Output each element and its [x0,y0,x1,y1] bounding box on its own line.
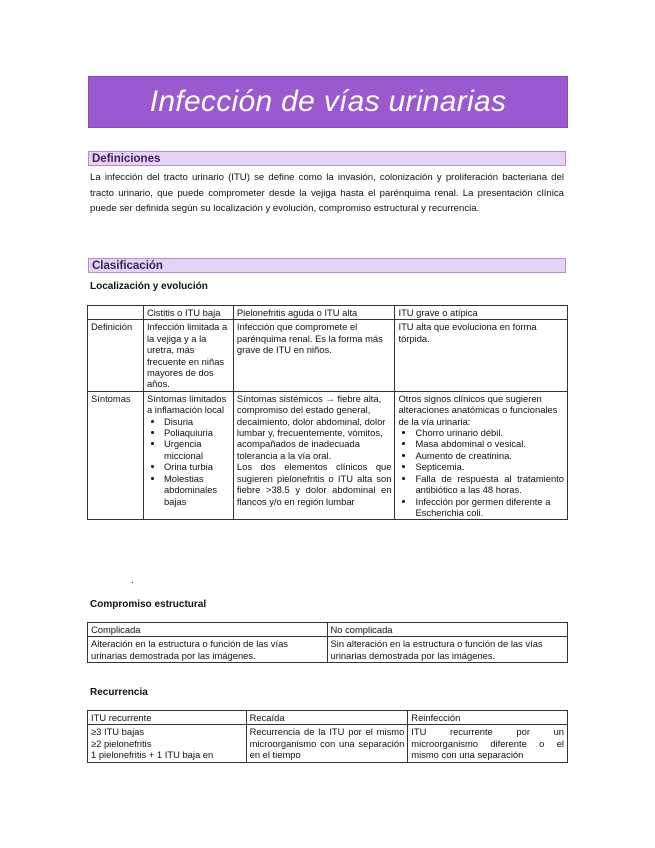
recurrente-line: ≥3 ITU bajas [91,726,145,738]
cell-recaida: Recurrencia de la ITU por el mismo microorganismo con una separación en el tiempo [246,725,408,762]
recurrente-line: 1 pielonefritis + 1 ITU baja en [91,749,214,761]
subheading-localizacion: Localización y evolución [90,281,208,292]
title-banner [88,76,568,128]
list-item: • Disuria [164,416,230,427]
list-item: • Falla de respuesta al tratamiento antibiótico a las 48 horas. [415,473,564,496]
table-header-cell: No complicada [327,623,568,637]
table-header-cell: Complicada [88,623,328,637]
list-item: • Poliaquiuria [164,427,230,438]
recurrencia-table [87,710,568,763]
list-item: • Masa abdominal o vesical. [415,438,564,449]
cell-reinfeccion: ITU recurrente por un microorganismo diferente o el mismo con una separación [408,725,568,762]
table-row [88,623,568,637]
table-header-cell: Reinfección [408,711,568,725]
sintomas-pielonefritis-p2: Los dos elementos clínicos que sugieren pielonefritis o ITU alta son fiebre >38.5 y dolor abdominal en flancos y/o en región lumbar [236,461,392,507]
cell-definicion-pielonefritis: Infección que compromete el parénquima renal. Es la forma más grave de ITU en niños. [233,320,395,391]
list-item: • Molestias abdominales bajas [164,473,230,507]
row-label-sintomas: Síntomas [88,391,144,519]
compromiso-table [87,622,568,663]
recurrente-line: ≥2 pielonefritis [91,737,152,749]
table-row [88,637,568,663]
table-header-cell: Cistitis o ITU baja [143,306,233,320]
table-header-cell: ITU recurrente [88,711,247,725]
subheading-compromiso: Compromiso estructural [90,599,207,610]
sintomas-grave-intro: Otros signos clínicos que sugieren alteraciones anatómicas o funcionales de la vía urinaria: [398,392,558,427]
list-item: • Orina turbia [164,461,230,472]
list-item: • Aumento de creatinina. [415,450,564,461]
page-title: Infección de vías urinarias [149,85,507,118]
cell-sintomas-cistitis [143,391,233,519]
table-header-cell: Pielonefritis aguda o ITU alta [233,306,395,320]
list-item: • Chorro urinario débil. [415,427,564,438]
table-header-cell: ITU grave o atípica [395,306,568,320]
list-item: • Infección por germen diferente a Escherichia coli. [415,496,564,519]
table-row [88,711,568,725]
cell-sintomas-grave [395,391,568,519]
footnote-dot: . [131,575,134,586]
cell-complicada: Alteración en la estructura o función de las vías urinarias demostrada por las imágenes. [88,637,328,663]
sintomas-cistitis-list [147,416,230,507]
localizacion-table [87,305,568,520]
cell-sintomas-pielonefritis [233,391,395,519]
table-row [88,391,568,519]
sintomas-cistitis-intro: Síntomas limitados a inflamación local [146,392,227,416]
table-row [88,306,568,320]
table-row [88,725,568,762]
cell-definicion-cistitis: Infección limitada a la vejiga y a la uretra, más frecuente en niñas mayores de dos años. [143,320,233,391]
sintomas-grave-list [398,427,564,518]
sintomas-pielonefritis-p1: Síntomas sistémicos → fiebre alta, compromiso del estado general, decaimiento, dolor abdominal, dolor lumbar y, frecuentemente, vómitos, acompañados de inadecuada tolerancia a la vía oral. [236,392,386,461]
table-header-cell [88,306,144,320]
definiciones-paragraph: La infección del tracto urinario (ITU) se define como la invasión, colonización y proliferación bacteriana del tracto urinario, que puede comprometer desde la vejiga hasta el parénquima renal. La presentación clínica puede ser definida según su localización y evolución, compromiso estructural y recurrencia. [90,172,564,215]
section-heading-clasificacion: Clasificación [88,258,566,273]
list-item: • Urgencia miccional [164,438,230,461]
cell-no-complicada: Sin alteración en la estructura o función de las vías urinarias demostrada por las imágenes. [327,637,568,663]
table-row [88,320,568,391]
list-item: • Septicemia. [415,461,564,472]
section-heading-definiciones: Definiciones [88,151,566,166]
subheading-recurrencia: Recurrencia [90,687,148,698]
cell-definicion-grave: ITU alta que evoluciona en forma tórpida. [395,320,568,391]
cell-recurrente [88,725,247,762]
table-header-cell: Recaída [246,711,408,725]
row-label-definicion: Definición [88,320,144,391]
